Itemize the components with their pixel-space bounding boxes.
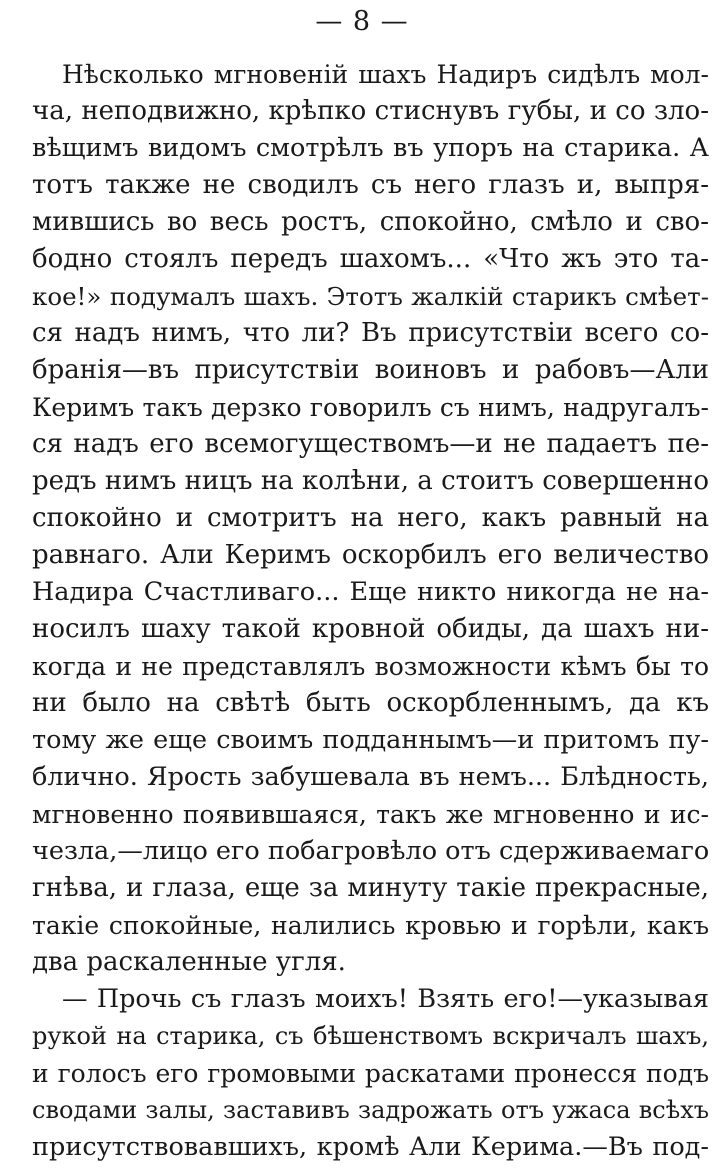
text-line: рукой на старика, съ бѣшенствомъ вскричалъ шахъ, (32, 1022, 709, 1050)
text-line: ча, неподвижно, крѣпко стиснувъ губы, и со зло- (32, 96, 709, 126)
text-line: Нѣсколько мгновеній шахъ Надиръ сидѣлъ мол- (62, 60, 709, 89)
text-line: ся надъ его всемогуществомъ—и не падаетъ пе- (32, 429, 709, 459)
text-line: сводами залы, заставивъ задрожать отъ ужаса всѣхъ (32, 1096, 709, 1124)
text-line: тому же еще своимъ подданнымъ—и притомъ пу- (32, 725, 709, 755)
text-line: бодно стоялъ передъ шахомъ... «Что жъ это та- (32, 244, 709, 274)
text-line: редъ нимъ ницъ на колѣни, а стоитъ совершенно (32, 466, 709, 496)
text-line: и голосъ его громовыми раскатами пронесся подъ (32, 1059, 709, 1088)
text-line: носилъ шаху такой кровной обиды, да шахъ ни- (32, 614, 709, 644)
text-line: вѣщимъ видомъ смотрѣлъ въ упоръ на старика. А (32, 133, 709, 163)
text-line: чезла,—лицо его побагровѣло отъ сдерживаемаго (32, 836, 710, 866)
text-line: ся надъ нимъ, что ли? Въ присутствіи всего со- (32, 318, 709, 348)
text-line: мгновенно появившаяся, такъ же мгновенно и ис- (32, 800, 709, 829)
text-line: ни было на свѣтѣ быть оскорбленнымъ, да къ (32, 688, 709, 718)
text-line: гнѣва, и глаза, еще за минуту такіе прекрасные, (32, 873, 709, 903)
text-line: равнаго. Али Керимъ оскорбилъ его величество (32, 540, 709, 570)
text-line: Керимъ такъ дерзко говорилъ съ нимъ, надругалъ- (32, 393, 709, 422)
page-number: — 8 — (315, 6, 409, 37)
text-line: кое!» подумалъ шахъ. Этотъ жалкій старикъ смѣет- (32, 282, 709, 311)
text-line: тотъ также не сводилъ съ него глазъ и, выпря- (32, 170, 709, 200)
text-line: спокойно и смотритъ на него, какъ равный на (32, 503, 709, 533)
text-line: бранія—въ присутствіи воиновъ и рабовъ—Али (32, 355, 709, 385)
text-line: блично. Ярость забушевала въ немъ... Блѣдность, (32, 762, 709, 792)
text-line: присутствовавшихъ, кромѣ Али Керима.—Въ под- (32, 1132, 709, 1162)
text-line: два раскаленные угля. (32, 947, 346, 977)
text-line: Надира Счастливаго... Еще никто никогда не на- (32, 577, 709, 607)
text-line: такіе спокойные, налились кровью и горѣли, какъ (32, 911, 709, 940)
text-line: — Прочь съ глазъ моихъ! Взять его!—указывая (62, 984, 709, 1014)
text-line: когда и не представлялъ возможности кѣмъ бы то (32, 652, 709, 681)
text-line: мившись во весь ростъ, спокойно, смѣло и сво- (32, 207, 709, 237)
